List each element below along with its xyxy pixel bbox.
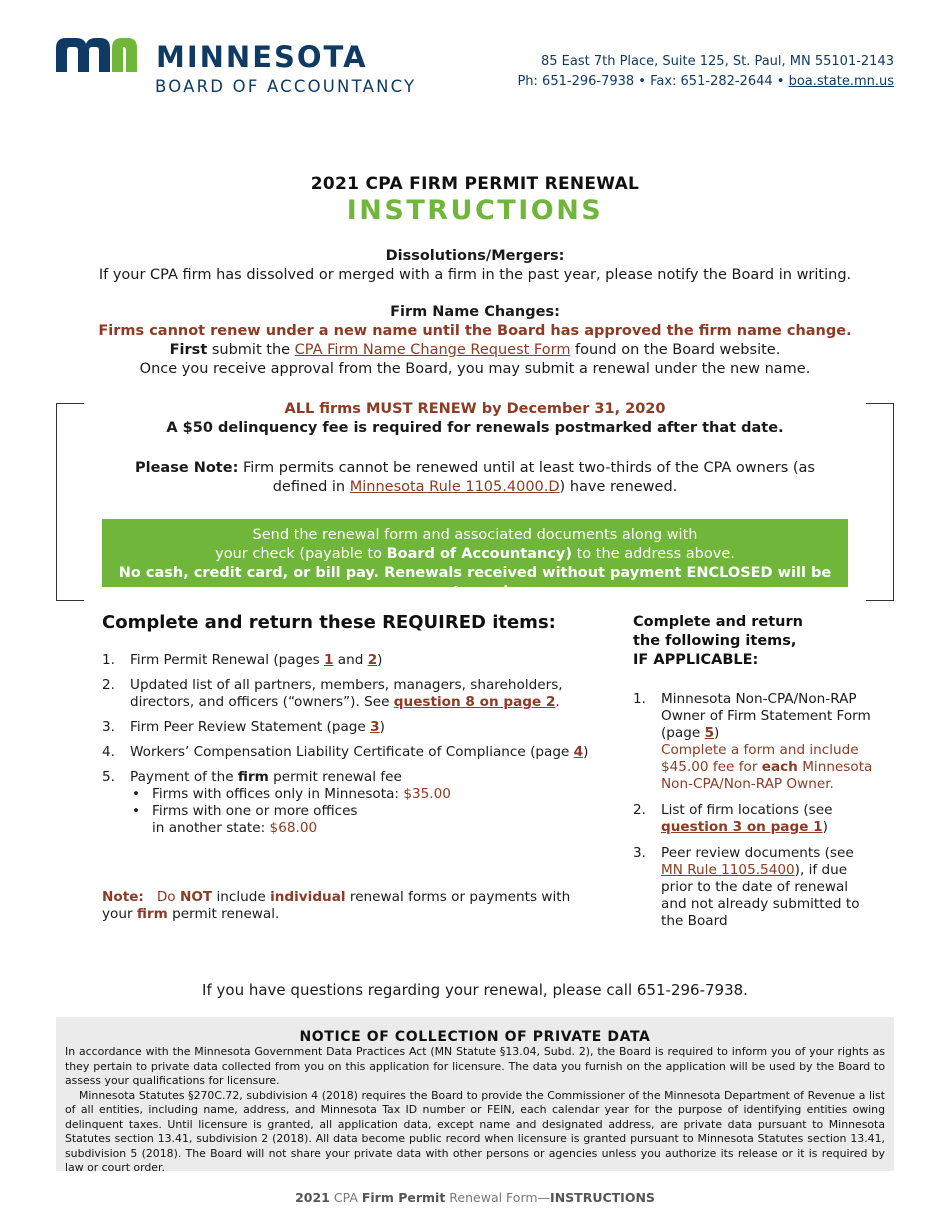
banner-payee: Board of Accountancy) <box>386 546 573 562</box>
fee-amount: $35.00 <box>403 786 451 802</box>
first-label: First <box>169 342 208 358</box>
item-text: permit renewal fee <box>268 769 402 785</box>
fee-bullets <box>130 786 602 837</box>
item-bold-text: firm <box>237 769 269 785</box>
footer-instructions: INSTRUCTIONS <box>550 1190 655 1205</box>
note-pre: Do <box>143 889 180 905</box>
fee-bullet-mn-only <box>130 786 602 803</box>
name-changes-first-step <box>60 341 890 360</box>
fee-amount: $68.00 <box>269 820 318 836</box>
first-pre-text: submit the <box>207 342 295 358</box>
item-text: ) <box>822 819 828 835</box>
please-note-label: Please Note: <box>134 460 239 476</box>
item-text: Peer review documents (see <box>661 845 854 861</box>
item-number: 3. <box>633 845 646 861</box>
mn-logo-mark-icon <box>56 36 138 74</box>
payment-banner <box>102 519 848 600</box>
questions-line: If you have questions regarding your renewal, please call 651-296-7938. <box>202 981 748 999</box>
footer-firm-permit: Firm Permit <box>361 1190 446 1205</box>
fee-bullet-other-state <box>130 803 602 837</box>
footer-cpa: CPA <box>329 1190 362 1205</box>
item-text: Updated list of all partners, members, managers, shareholders, directors, and officers (“owners”). See <box>130 677 563 710</box>
note-firm: firm <box>136 906 168 922</box>
page-2-link[interactable]: 2 <box>367 652 378 668</box>
fee-text: Complete a form and include $45.00 fee for <box>661 742 859 775</box>
item-text: . <box>555 694 560 710</box>
item-text: Payment of the <box>130 769 238 785</box>
page-4-link[interactable]: 4 <box>573 744 584 760</box>
individual-note <box>102 889 602 923</box>
contact-info <box>517 52 894 92</box>
title-line: Complete and return <box>633 614 803 630</box>
applicable-items-list <box>633 691 873 930</box>
item-number: 5. <box>102 769 115 785</box>
page-1-link[interactable]: 1 <box>324 652 334 668</box>
note-mid1: include <box>212 889 271 905</box>
board-logo <box>56 36 456 100</box>
applicable-items-section <box>633 613 873 939</box>
bullet-icon: • <box>132 786 141 802</box>
page-5-link[interactable]: 5 <box>704 725 715 741</box>
banner-line-2-post: to the address above. <box>572 546 735 562</box>
name-changes-section <box>60 303 890 379</box>
item-number: 1. <box>102 652 115 668</box>
list-item <box>102 652 602 669</box>
item-number: 2. <box>102 677 115 693</box>
page-title: 2021 CPA FIRM PERMIT RENEWAL <box>310 174 640 194</box>
required-items-section <box>102 612 602 845</box>
banner-line-1: Send the renewal form and associated documents along with <box>252 527 698 543</box>
list-item <box>633 691 873 793</box>
item-text: ) <box>583 744 589 760</box>
required-items-title: Complete and return these REQUIRED items: <box>102 612 556 633</box>
phone-fax-line <box>517 72 894 92</box>
item-text: Workers’ Compensation Liability Certificate of Compliance (page <box>130 744 574 760</box>
fee-text: Minnesota Non-CPA/Non-RAP Owner. <box>661 759 873 792</box>
notice-paragraph-2: Minnesota Statutes §270C.72, subdivision 4 (2018) requires the Board to provide the Commissioner of the Minnesota Department of Revenue a list of all entities, including name, address, and Minnesota Tax ID number or FEIN, each calendar year for the purpose of identifying entities owing delinquent taxes. Until licensure is granted, all application data, except name and designated address, are private data pursuant to Minnesota Statutes section 13.41, subdivision 2 (2018). All data become public record when licensure is granted pursuant to Minnesota Statutes section 13.41, subdivision 5 (2018). The Board will not share your private data with other persons or agencies unless you authorize its release or it is required by law or court order. <box>65 1088 885 1174</box>
note-mid2: renewal forms or payments with your <box>102 889 571 922</box>
footer-renewal-form: Renewal Form— <box>445 1190 551 1205</box>
page-footer <box>0 1190 950 1205</box>
bullet-icon: • <box>132 803 141 819</box>
dissolutions-heading: Dissolutions/Mergers: <box>385 248 565 264</box>
applicable-items-title <box>633 613 873 670</box>
please-note-post: ) have renewed. <box>559 479 678 495</box>
note-individual: individual <box>270 889 346 905</box>
note-label: Note: <box>102 889 144 905</box>
item-text: ) <box>377 652 383 668</box>
please-note-section <box>110 459 840 497</box>
name-change-form-link[interactable]: CPA Firm Name Change Request Form <box>294 342 571 358</box>
dissolutions-text: If your CPA firm has dissolved or merged with a firm in the past year, please notify the Board in writing. <box>98 267 852 283</box>
list-item <box>633 802 873 836</box>
dissolutions-section <box>60 247 890 285</box>
item-number: 4. <box>102 744 115 760</box>
list-item <box>102 769 602 837</box>
item-text: and <box>333 652 368 668</box>
list-item <box>102 719 602 736</box>
list-item <box>102 744 602 761</box>
name-changes-heading: Firm Name Changes: <box>390 304 560 320</box>
page-3-link[interactable]: 3 <box>370 719 380 735</box>
title-line: IF APPLICABLE: <box>633 652 759 668</box>
banner-line-3: No cash, credit card, or bill pay. Renewals received without payment ENCLOSED will be returned. <box>118 565 832 600</box>
address-line: 85 East 7th Place, Suite 125, St. Paul, MN 55101-2143 <box>541 54 894 69</box>
private-data-notice <box>56 1017 894 1174</box>
please-note-text: Firm permits cannot be renewed until at least two-thirds of the CPA owners (as defined in <box>238 460 815 495</box>
logo-wordmark: MINNESOTA <box>156 40 368 74</box>
bullet-text: Firms with one or more offices <box>152 803 358 819</box>
question-8-link[interactable]: question 8 on page 2 <box>393 694 556 710</box>
logo-subtitle: BOARD OF ACCOUNTANCY <box>155 77 417 96</box>
item-text: ) <box>714 725 720 741</box>
notice-paragraph-1: In accordance with the Minnesota Government Data Practices Act (MN Statute §13.04, Subd. 2), the Board is required to inform you of your rights as they pertain to private data collected from you on this application for licensure. The data you furnish on the application will be used by the Board to assess your qualifications for licensure. <box>65 1045 885 1087</box>
item-text: Firm Peer Review Statement (page <box>130 719 371 735</box>
item-text: ), if due prior to the date of renewal and not already submitted to the Board <box>661 862 860 929</box>
deadline-section <box>60 400 890 438</box>
page-header <box>0 0 950 110</box>
rule-4000-link[interactable]: Minnesota Rule 1105.4000.D <box>349 479 560 495</box>
bullet-text: Firms with offices only in Minnesota: <box>152 786 404 802</box>
item-text: List of firm locations (see <box>661 802 833 818</box>
item-number: 1. <box>633 691 646 707</box>
question-3-link[interactable]: question 3 on page 1 <box>661 819 823 835</box>
non-cpa-fee-text <box>661 742 873 793</box>
first-post-text: found on the Board website. <box>570 342 781 358</box>
phone-fax-text: Ph: 651-296-7938 • Fax: 651-282-2644 • <box>517 74 789 89</box>
name-changes-approval: Once you receive approval from the Board, you may submit a renewal under the new name. <box>139 361 811 377</box>
list-item <box>102 677 602 711</box>
rule-5400-link[interactable]: MN Rule 1105.5400 <box>661 862 795 878</box>
title-line: the following items, <box>633 633 797 649</box>
note-post: permit renewal. <box>167 906 280 922</box>
page-subtitle: INSTRUCTIONS <box>346 195 604 226</box>
item-text: ) <box>379 719 385 735</box>
fee-each: each <box>761 759 798 775</box>
required-items-list <box>102 652 602 837</box>
page-title-block <box>0 174 950 226</box>
bullet-text: in another state: <box>152 820 270 836</box>
banner-line-2 <box>102 545 848 564</box>
item-number: 3. <box>102 719 115 735</box>
website-link[interactable]: boa.state.mn.us <box>788 74 894 89</box>
list-item <box>633 845 873 930</box>
delinquency-fee-line: A $50 delinquency fee is required for renewals postmarked after that date. <box>166 420 784 436</box>
notice-title: NOTICE OF COLLECTION OF PRIVATE DATA <box>299 1029 651 1045</box>
name-changes-warning: Firms cannot renew under a new name until the Board has approved the firm name change. <box>98 323 852 339</box>
footer-year: 2021 <box>295 1190 330 1205</box>
item-number: 2. <box>633 802 646 818</box>
item-text: Firm Permit Renewal (pages <box>130 652 324 668</box>
item-text: Minnesota Non-CPA/Non-RAP Owner of Firm Statement Form (page <box>661 691 871 741</box>
banner-line-2-pre: your check (payable to <box>215 546 387 562</box>
note-not: NOT <box>179 889 213 905</box>
deadline-line: ALL firms MUST RENEW by December 31, 2020 <box>284 401 666 417</box>
